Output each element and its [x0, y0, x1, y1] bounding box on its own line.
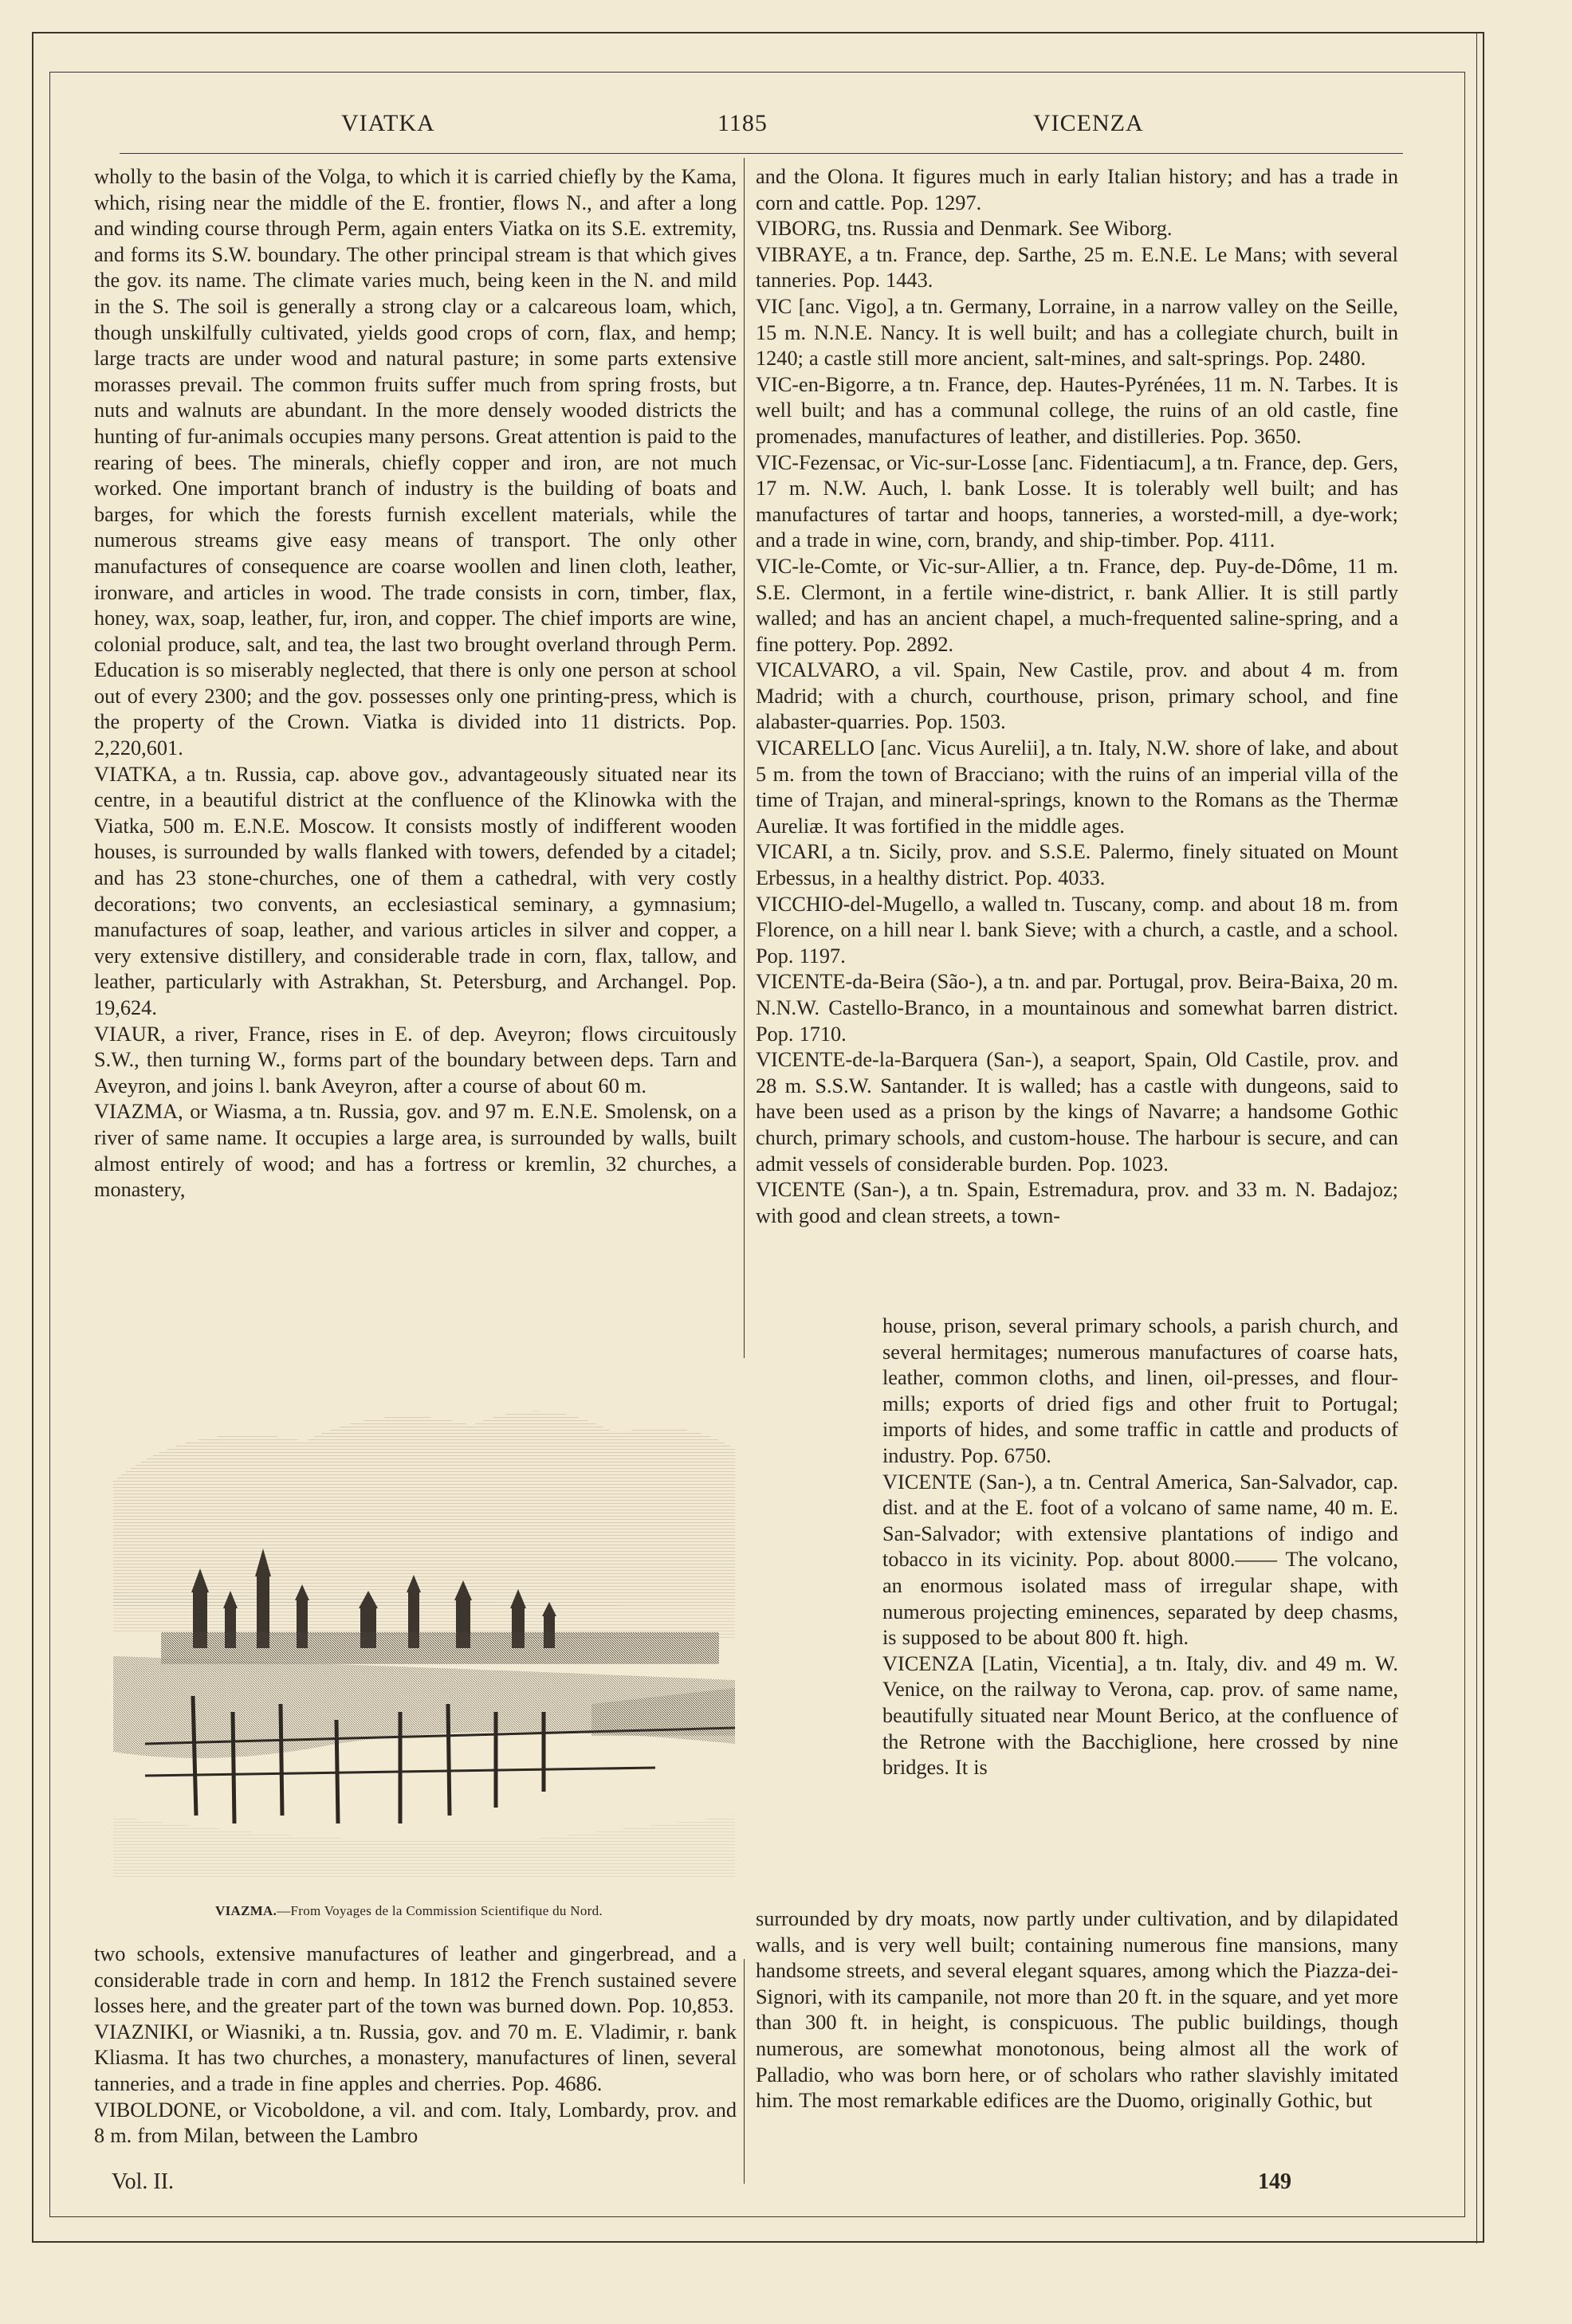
right-column-middle: [882, 1313, 1398, 1905]
volume-label: Vol. II.: [112, 2169, 175, 2194]
entry-paragraph: VIAUR, a river, France, rises in E. of dep. Aveyron; flows circuitously S.W., then turning W., forms part of the boundary between deps. Tarn and Aveyron, and joins l. bank Aveyron, after a course of about 60 m.: [94, 1022, 737, 1097]
running-head-right: VICENZA: [1033, 110, 1144, 136]
left-column-upper: [94, 164, 737, 1356]
left-column-lower: [94, 1941, 737, 2181]
entry-paragraph: VICENTE-de-la-Barquera (San-), a seaport, Spain, Old Castile, prov. and 28 m. S.S.W. Santander. It is walled; has a castle with dungeons, said to have been used as a prison by the kings of Navarre; a handsome Gothic church, primary schools, and custom-house. The harbour is secure, and can admit vessels of considerable burden. Pop. 1023.: [756, 1048, 1398, 1176]
column-separator-lower: [744, 1959, 745, 2184]
entry-paragraph: VIATKA, a tn. Russia, cap. above gov., advantageously situated near its centre, in a beautiful district at the confluence of the Klinowka with the Viatka, 500 m. E.N.E. Moscow. It consists mostly of indifferent wooden houses, is surrounded by walls flanked with towers, defended by a citadel; and has 23 stone-churches, one of them a cathedral, with very costly decorations; two convents, an ecclesiastical seminary, a gymnasium; manufactures of soap, leather, and various articles in silver and copper, a very extensive distillery, and considerable trade in corn, flax, tallow, and leather, particularly with Astrakhan, St. Petersburg, and Archangel. Pop. 19,624.: [94, 762, 737, 1019]
illustration-caption: [215, 1903, 603, 1919]
entry-paragraph: surrounded by dry moats, now partly under cultivation, and by dilapidated walls, and is very well built; containing numerous fine mansions, many handsome streets, and several elegant squares, among which the Piazza-dei-Signori, with its campanile, not more than 20 ft. in the square, and yet more than 300 ft. in height, is conspicuous. The public buildings, though numerous, are somewhat monotonous, being almost all the work of Palladio, who was born here, or of scholars who rather slavishly imitated him. The most remarkable edifices are the Duomo, originally Gothic, but: [756, 1907, 1398, 2113]
entry-paragraph: VICENTE-da-Beira (São-), a tn. and par. Portugal, prov. Beira-Baixa, 20 m. N.N.W. Castello-Branco, in a mountainous and somewhat barren district. Pop. 1710.: [756, 970, 1398, 1046]
header-rule: [120, 153, 1403, 154]
entry-paragraph: VICALVARO, a vil. Spain, New Castile, prov. and about 4 m. from Madrid; with a church, courthouse, prison, primary school, and fine alabaster-quarries. Pop. 1503.: [756, 658, 1398, 734]
entry-paragraph: VIC-en-Bigorre, a tn. France, dep. Hautes-Pyrénées, 11 m. N. Tarbes. It is well built; and has a communal college, the ruins of an old castle, fine promenades, manufactures of leather, and distilleries. Pop. 3650.: [756, 372, 1398, 448]
right-column-lower: [756, 1906, 1398, 2181]
entry-paragraph: two schools, extensive manufactures of leather and gingerbread, and a considerable trade in corn and hemp. In 1812 the French sustained severe losses here, and the greater part of the town was burned down. Pop. 10,853.: [94, 1942, 737, 2018]
entry-paragraph: and the Olona. It figures much in early Italian history; and has a trade in corn and cattle. Pop. 1297.: [756, 165, 1398, 214]
entry-paragraph: VIAZNIKI, or Wiasniki, a tn. Russia, gov. and 70 m. E. Vladimir, r. bank Kliasma. It has two churches, a monastery, manufactures of linen, several tanneries, and a trade in fine apples and cherries. Pop. 4686.: [94, 2020, 737, 2095]
page-number: 1185: [717, 110, 768, 136]
entry-paragraph: VICENTE (San-), a tn. Spain, Estremadura, prov. and 33 m. N. Badajoz; with good and clean streets, a town-: [756, 1178, 1398, 1227]
entry-paragraph: VICCHIO-del-Mugello, a walled tn. Tuscany, comp. and about 18 m. from Florence, on a hill near l. bank Sieve; with a church, a castle, and a school. Pop. 1197.: [756, 892, 1398, 968]
entry-paragraph: VIC [anc. Vigo], a tn. Germany, Lorraine, in a narrow valley on the Seille, 15 m. N.N.E. Nancy. It is well built; and has a collegiate church, built in 1240; a castle still more ancient, salt-mines, and salt-springs. Pop. 2480.: [756, 294, 1398, 371]
column-separator: [744, 158, 745, 1358]
signature-mark: 149: [1258, 2169, 1291, 2194]
entry-paragraph: VIC-Fezensac, or Vic-sur-Losse [anc. Fidentiacum], a tn. France, dep. Gers, 17 m. N.W. Auch, l. bank Losse. It is tolerably well built; and has manufactures of tartar and hoops, tanneries, a worsted-mill, a dye-work; and a trade in wine, corn, brandy, and ship-timber. Pop. 4111.: [756, 450, 1398, 552]
entry-paragraph: VICARELLO [anc. Vicus Aurelii], a tn. Italy, N.W. shore of lake, and about 5 m. from the town of Bracciano; with the ruins of an imperial villa of the time of Trajan, and mineral-springs, known to the Romans as the Thermæ Aureliæ. It was fortified in the middle ages.: [756, 736, 1398, 838]
entry-paragraph: VIBRAYE, a tn. France, dep. Sarthe, 25 m. E.N.E. Le Mans; with several tanneries. Pop. 1443.: [756, 242, 1398, 292]
entry-paragraph: VIBOLDONE, or Vicoboldone, a vil. and com. Italy, Lombardy, prov. and 8 m. from Milan, between the Lambro: [94, 2098, 737, 2148]
entry-paragraph: VIBORG, tns. Russia and Denmark. See Wiborg.: [756, 217, 1173, 241]
running-head-left: VIATKA: [341, 110, 435, 136]
entry-paragraph: VIAZMA, or Wiasma, a tn. Russia, gov. and 97 m. E.N.E. Smolensk, on a river of same name. It occupies a large area, is surrounded by walls, built almost entirely of wood; and has a fortress or kremlin, 32 churches, a monastery,: [94, 1100, 737, 1202]
viazma-engraving: [97, 1369, 815, 1895]
entry-paragraph: VICENZA [Latin, Vicentia], a tn. Italy, div. and 49 m. W. Venice, on the railway to Verona, cap. prov. of same name, beautifully situated near Mount Berico, at the confluence of the Retrone with the Bacchiglione, here crossed by nine bridges. It is: [882, 1651, 1398, 1780]
caption-source: —From Voyages de la Commission Scientifique du Nord.: [277, 1903, 603, 1918]
entry-paragraph: VICENTE (San-), a tn. Central America, San-Salvador, cap. dist. and at the E. foot of a volcano of same name, 40 m. E. San-Salvador; with extensive plantations of indigo and tobacco in its vicinity. Pop. about 8000.—— The volcano, an enormous isolated mass of irregular shape, with numerous projecting eminences, separated by deep chasms, is supposed to be about 800 ft. high.: [882, 1470, 1398, 1650]
entry-paragraph: wholly to the basin of the Volga, to which it is carried chiefly by the Kama, which, rising near the middle of the E. frontier, flows N., and after a long and winding course through Perm, again enters Viatka on its S.E. extremity, and forms its S.W. boundary. The other principal stream is that which gives the gov. its name. The climate varies much, being keen in the N. and mild in the S. The soil is generally a strong clay or a calcareous loam, which, though unskilfully cultivated, yields good crops of corn, flax, and hemp; large tracts are under wood and natural pasture; in some parts extensive morasses prevail. The common fruits suffer much from spring frosts, but nuts and walnuts are abundant. In the more densely wooded districts the hunting of fur-animals occupies many persons. Great attention is paid to the rearing of bees. The minerals, chiefly copper and iron, are not much worked. One important branch of industry is the building of boats and barges, for which the forests furnish excellent materials, while the numerous streams give easy means of transport. The only other manufactures of consequence are coarse woollen and linen cloth, leather, ironware, and articles in wood. The trade consists in corn, timber, flax, honey, wax, soap, leather, fur, iron, and copper. The chief imports are wine, colonial produce, salt, and tea, the last two brought overland through Perm. Education is so miserably neglected, that there is only one person at school out of every 2300; and the gov. possesses only one printing-press, which is the property of the Crown. Viatka is divided into 11 districts. Pop. 2,220,601.: [94, 165, 737, 760]
entry-paragraph: house, prison, several primary schools, a parish church, and several hermitages; numerous manufactures of coarse hats, leather, common cloths, and linen, oil-presses, and flour-mills; exports of dried figs and other fruit to Portugal; imports of hides, and some traffic in cattle and products of industry. Pop. 6750.: [882, 1314, 1398, 1467]
right-column-upper: [756, 164, 1398, 1312]
outer-right-rule: [1476, 32, 1477, 2244]
caption-title: VIAZMA.: [215, 1903, 277, 1918]
entry-paragraph: VIC-le-Comte, or Vic-sur-Allier, a tn. France, dep. Puy-de-Dôme, 11 m. S.E. Clermont, in a fertile wine-district, r. bank Allier. It is still partly walled; and has an ancient chapel, a much-frequented saline-spring, and a fine pottery. Pop. 2892.: [756, 554, 1398, 656]
entry-paragraph: VICARI, a tn. Sicily, prov. and S.S.E. Palermo, finely situated on Mount Erbessus, in a healthy district. Pop. 4033.: [756, 840, 1398, 890]
